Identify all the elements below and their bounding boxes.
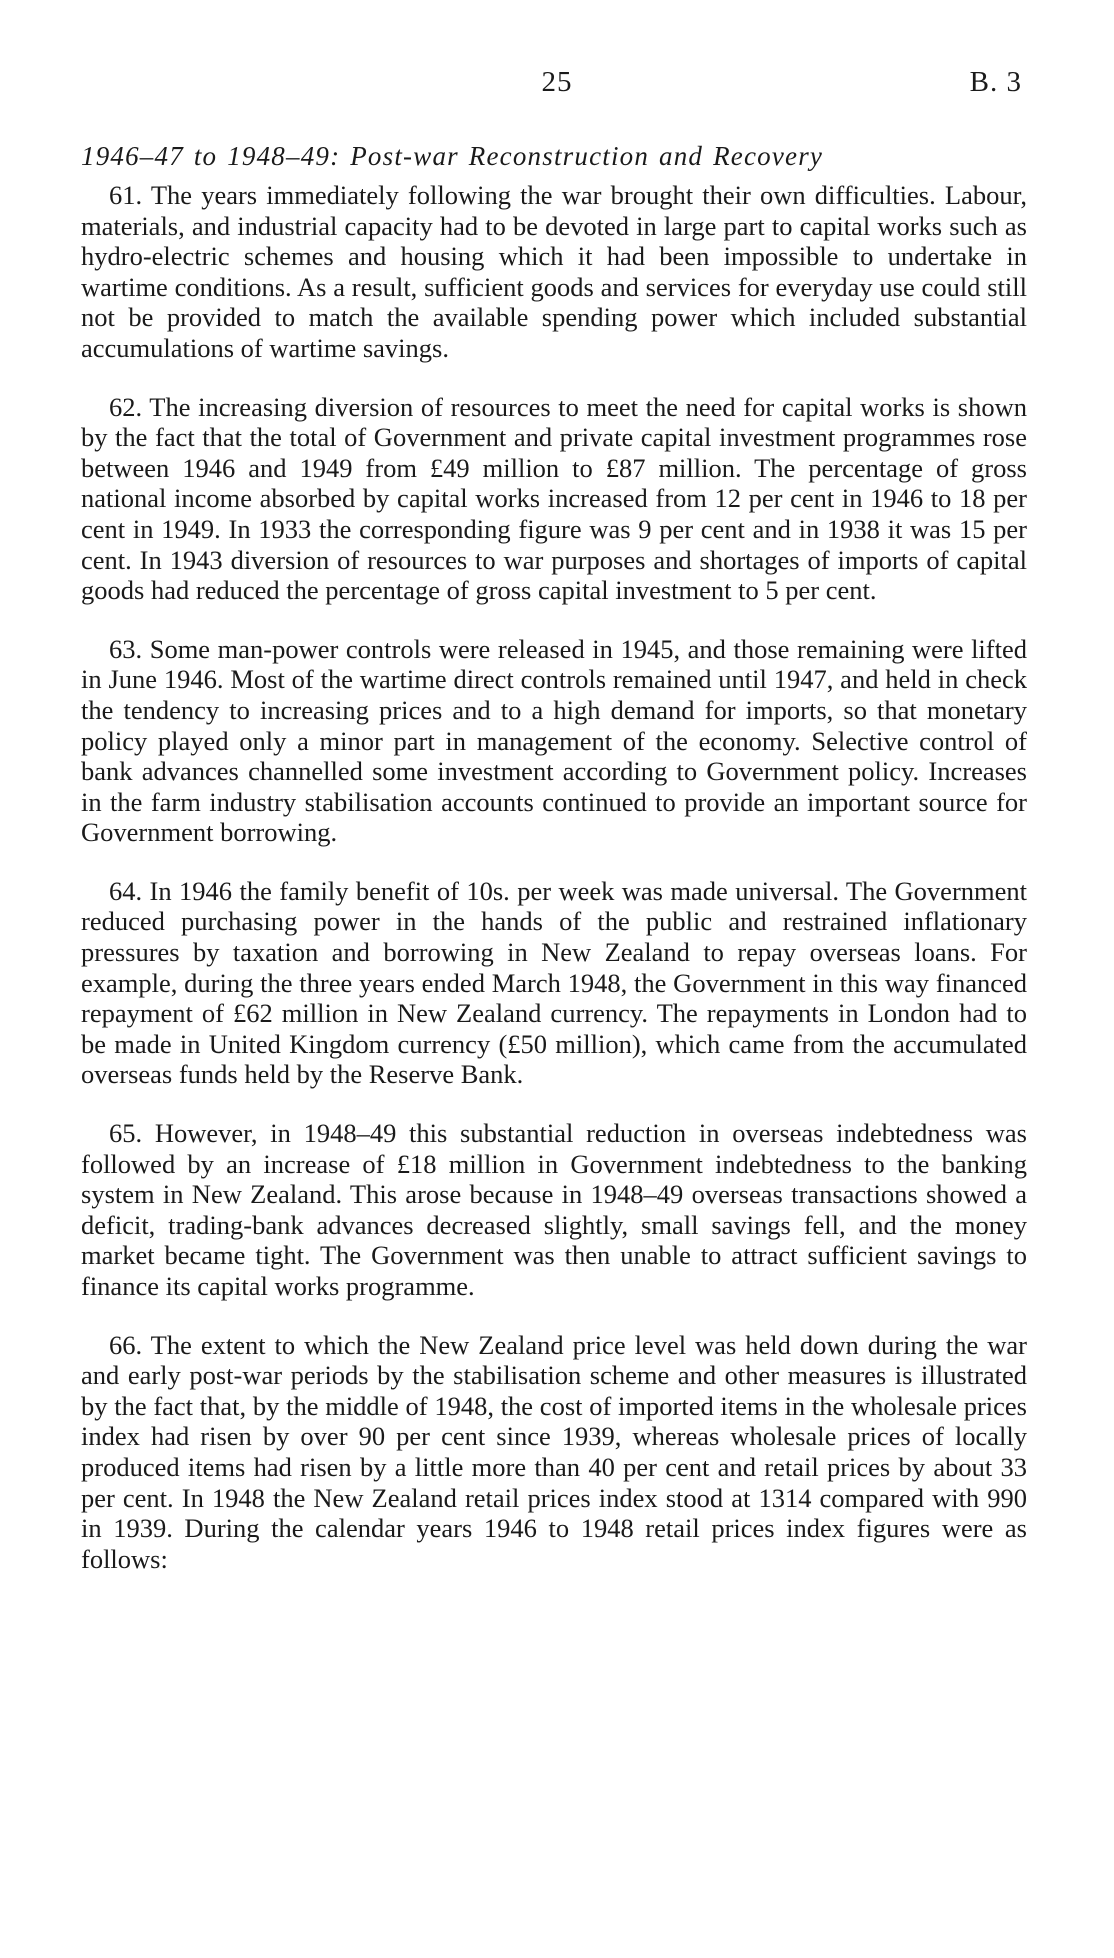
paragraph-64	[81, 876, 1027, 1090]
paragraph-number: 63.	[109, 633, 143, 664]
paragraph-number: 66.	[109, 1329, 143, 1360]
paragraph-number: 62.	[109, 391, 143, 422]
paragraph-number: 65.	[109, 1118, 143, 1149]
paragraph-number: 61.	[109, 180, 143, 210]
document-reference: B. 3	[969, 66, 1022, 98]
section-heading: 1946–47 to 1948–49: Post-war Reconstruction and Recovery	[81, 141, 824, 171]
paragraph-text: However, in 1948–49 this substantial reduction in overseas indebtedness was followed by an increase of £18 million in Government indebtedness to the banking system in New Zealand. This arose because in 1948–49 overseas transactions showed a deficit, trading-bank advances decreased slightly, small savings fell, and the money market became tight. The Government was then unable to attract sufficient savings to finance its capital works programme.	[81, 1118, 1027, 1301]
page-number: 25	[541, 66, 573, 98]
paragraph-62	[81, 392, 1027, 606]
paragraph-number: 64.	[109, 875, 143, 906]
paragraph-65	[81, 1118, 1027, 1302]
paragraph-66	[81, 1330, 1027, 1575]
paragraph-text: The increasing diversion of resources to meet the need for capital works is shown by the fact that the total of Government and private capital investment programmes rose between 1946 and 1949 from £49 million to £87 million. The percentage of gross national income absorbed by capital works increased from 12 per cent in 1946 to 18 per cent in 1949. In 1933 the corresponding figure was 9 per cent and in 1938 it was 15 per cent. In 1943 diversion of resources to war purposes and shortages of imports of capital goods had reduced the percentage of gross capital investment to 5 per cent.	[81, 391, 1027, 606]
paragraph-61	[81, 180, 1027, 364]
paragraph-text: The extent to which the New Zealand price level was held down during the war and early post-war periods by the stabilisation scheme and other measures is illustrated by the fact that, by the middle of 1948, the cost of imported items in the wholesale prices index had risen by over 90 per cent since 1939, whereas wholesale prices of locally produced items had risen by a little more than 40 per cent and retail prices by about 33 per cent. In 1948 the New Zealand retail prices index stood at 1314 compared with 990 in 1939. During the calendar years 1946 to 1948 retail prices index figures were as follows:	[81, 1329, 1027, 1574]
paragraph-63	[81, 634, 1027, 848]
page-body	[81, 138, 1027, 1602]
paragraph-text: The years immediately following the war brought their own difficulties. Labour, materials, and industrial capacity had to be devoted in large part to capital works such as hydro-electric schemes and housing which it had been impossible to undertake in wartime conditions. As a result, sufficient goods and services for everyday use could still not be provided to match the available spending power which included substantial accumulations of wartime savings.	[81, 180, 1027, 363]
paragraph-text: Some man-power controls were released in 1945, and those remaining were lifted in June 1946. Most of the wartime direct controls remained until 1947, and held in check the tendency to increasing prices and to a high demand for imports, so that monetary policy played only a minor part in management of the economy. Selective control of bank advances channelled some investment according to Government policy. Increases in the farm industry stabilisation accounts continued to provide an important source for Government borrowing.	[81, 633, 1027, 848]
paragraph-text: In 1946 the family benefit of 10s. per week was made universal. The Government reduced purchasing power in the hands of the public and restrained inflationary pressures by taxation and borrowing in New Zealand to repay overseas loans. For example, during the three years ended March 1948, the Government in this way financed repayment of £62 million in New Zealand currency. The repayments in London had to be made in United Kingdom currency (£50 million), which came from the accumulated overseas funds held by the Reserve Bank.	[81, 875, 1028, 1090]
